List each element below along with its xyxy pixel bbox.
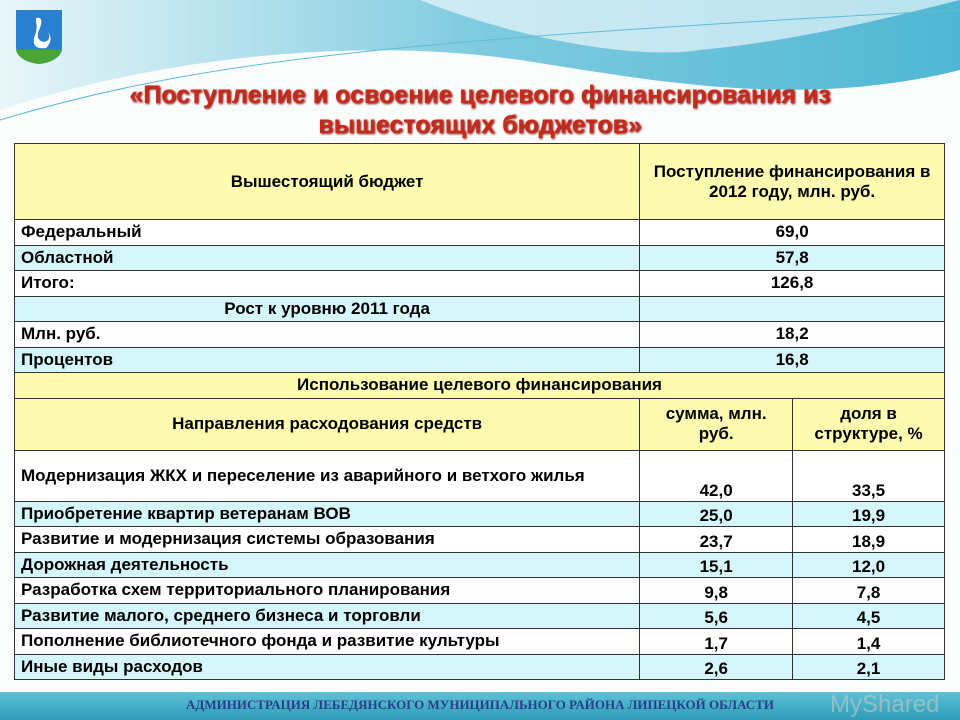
row-share: 33,5 bbox=[793, 450, 945, 501]
table-row bbox=[15, 322, 945, 348]
table-row bbox=[15, 578, 945, 604]
header-income: Поступление финансирования в 2012 году, млн. руб. bbox=[640, 144, 945, 220]
row-label: Процентов bbox=[15, 347, 640, 373]
row-label: Развитие малого, среднего бизнеса и торговли bbox=[15, 603, 640, 629]
row-share: 18,9 bbox=[793, 527, 945, 553]
table-row bbox=[15, 450, 945, 501]
row-sum: 2,6 bbox=[640, 654, 793, 680]
row-sum: 5,6 bbox=[640, 603, 793, 629]
table-row bbox=[15, 271, 945, 297]
row-value: 126,8 bbox=[640, 271, 945, 297]
table-row bbox=[15, 245, 945, 271]
header-direction: Направления расходования средств bbox=[15, 398, 640, 450]
row-sum: 1,7 bbox=[640, 629, 793, 655]
row-sum: 25,0 bbox=[640, 501, 793, 527]
row-value: 16,8 bbox=[640, 347, 945, 373]
page-title: «Поступление и освоение целевого финансирования из вышестоящих бюджетов» bbox=[129, 81, 831, 139]
empty-cell bbox=[640, 296, 945, 322]
usage-title-row bbox=[15, 373, 945, 399]
usage-title: Использование целевого финансирования bbox=[15, 373, 945, 399]
row-value: 18,2 bbox=[640, 322, 945, 348]
row-share: 19,9 bbox=[793, 501, 945, 527]
growth-title-row bbox=[15, 296, 945, 322]
row-label: Разработка схем территориального планирования bbox=[15, 578, 640, 604]
row-share: 1,4 bbox=[793, 629, 945, 655]
budget-table bbox=[14, 143, 945, 680]
row-label: Млн. руб. bbox=[15, 322, 640, 348]
header-share: доля в структуре, % bbox=[793, 398, 945, 450]
row-label: Пополнение библиотечного фонда и развитие культуры bbox=[15, 629, 640, 655]
usage-header-row bbox=[15, 398, 945, 450]
row-value: 57,8 bbox=[640, 245, 945, 271]
table-row bbox=[15, 220, 945, 246]
row-label: Областной bbox=[15, 245, 640, 271]
row-sum: 9,8 bbox=[640, 578, 793, 604]
table-header-row bbox=[15, 144, 945, 220]
row-share: 4,5 bbox=[793, 603, 945, 629]
table-row bbox=[15, 527, 945, 553]
coat-of-arms-logo bbox=[14, 8, 64, 66]
table-row bbox=[15, 629, 945, 655]
table-row bbox=[15, 603, 945, 629]
row-label: Модернизация ЖКХ и переселение из аварийного и ветхого жилья bbox=[15, 450, 640, 501]
row-sum: 15,1 bbox=[640, 552, 793, 578]
row-share: 12,0 bbox=[793, 552, 945, 578]
row-share: 7,8 bbox=[793, 578, 945, 604]
row-label: Дорожная деятельность bbox=[15, 552, 640, 578]
header-budget: Вышестоящий бюджет bbox=[15, 144, 640, 220]
table-row bbox=[15, 552, 945, 578]
row-label: Итого: bbox=[15, 271, 640, 297]
growth-title: Рост к уровню 2011 года bbox=[15, 296, 640, 322]
row-label: Приобретение квартир ветеранам ВОВ bbox=[15, 501, 640, 527]
watermark: MyShared bbox=[830, 691, 940, 718]
row-share: 2,1 bbox=[793, 654, 945, 680]
row-sum: 23,7 bbox=[640, 527, 793, 553]
footer-text: АДМИНИСТРАЦИЯ ЛЕБЕДЯНСКОГО МУНИЦИПАЛЬНОГО РАЙОНА ЛИПЕЦКОЙ ОБЛАСТИ bbox=[186, 697, 774, 712]
table-row bbox=[15, 347, 945, 373]
row-value: 69,0 bbox=[640, 220, 945, 246]
row-sum: 42,0 bbox=[640, 450, 793, 501]
row-label: Развитие и модернизация системы образования bbox=[15, 527, 640, 553]
row-label: Федеральный bbox=[15, 220, 640, 246]
table-row bbox=[15, 501, 945, 527]
header-sum: сумма, млн. руб. bbox=[640, 398, 793, 450]
row-label: Иные виды расходов bbox=[15, 654, 640, 680]
footer-banner bbox=[0, 690, 960, 720]
table-row bbox=[15, 654, 945, 680]
